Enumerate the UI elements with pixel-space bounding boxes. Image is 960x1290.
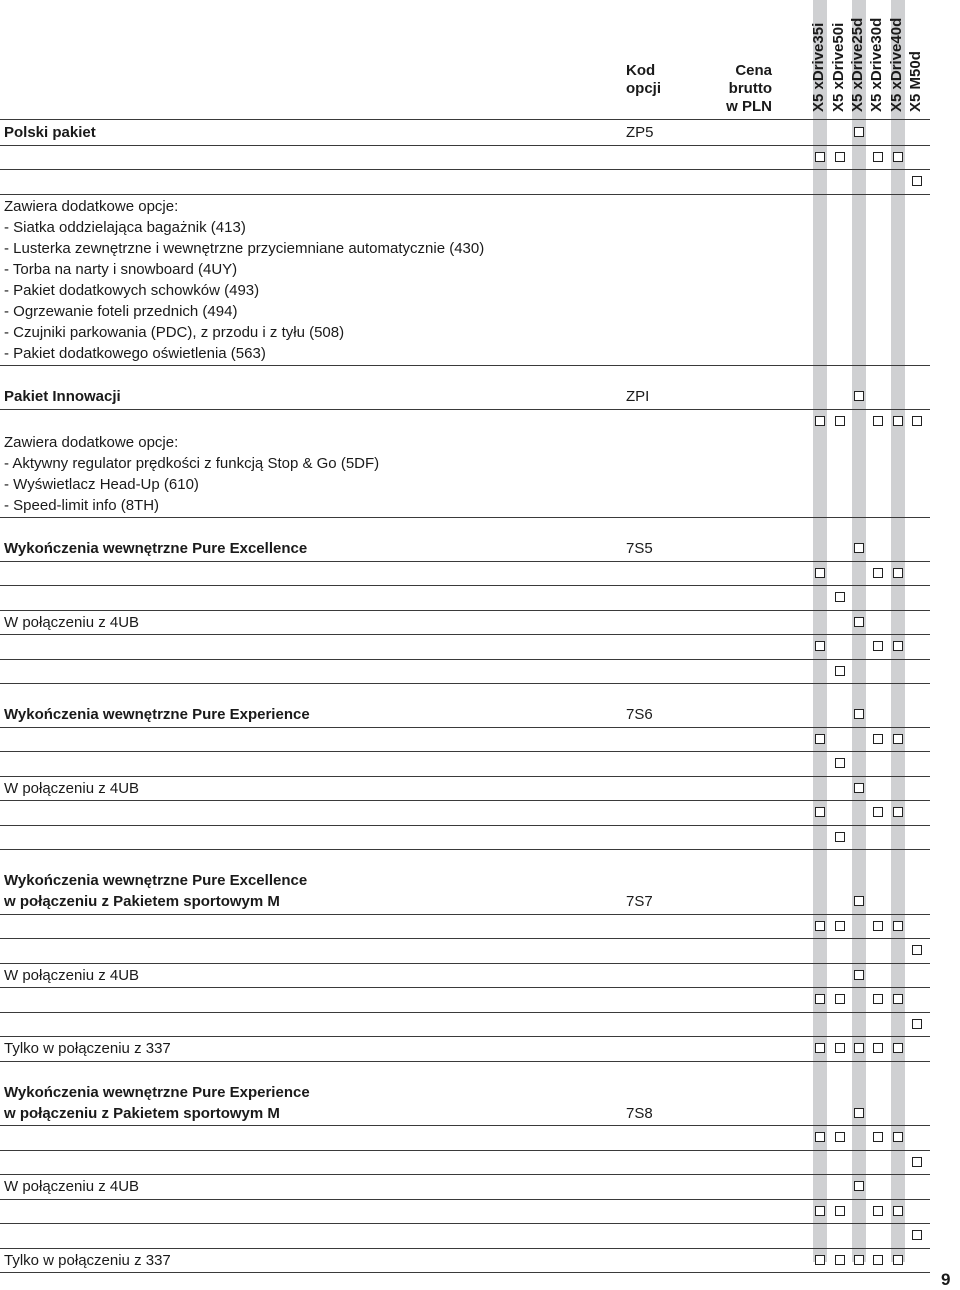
option-code: 7S6 bbox=[626, 706, 653, 723]
row-label: - Pakiet dodatkowego oświetlenia (563) bbox=[4, 344, 266, 362]
availability-box bbox=[912, 1019, 922, 1029]
row-label: Zawiera dodatkowe opcje: bbox=[4, 433, 179, 451]
availability-box bbox=[854, 709, 864, 719]
row-divider bbox=[0, 914, 930, 915]
availability-box bbox=[873, 416, 883, 426]
availability-box bbox=[873, 641, 883, 651]
availability-box bbox=[815, 1043, 825, 1053]
row-label: W połączeniu z 4UB bbox=[4, 1178, 140, 1195]
availability-box bbox=[854, 1108, 864, 1118]
availability-box bbox=[835, 1043, 845, 1053]
page-number: 9 bbox=[941, 1270, 951, 1289]
row-divider bbox=[0, 659, 930, 660]
price-header-line: w PLN bbox=[726, 98, 772, 115]
section-title: Wykończenia wewnętrzne Pure Excellence bbox=[4, 540, 308, 557]
availability-box bbox=[835, 921, 845, 931]
section-title: Wykończenia wewnętrzne Pure Experience bbox=[4, 706, 310, 723]
availability-box bbox=[835, 152, 845, 162]
availability-box bbox=[835, 592, 845, 602]
row-label: Tylko w połączeniu z 337 bbox=[4, 1251, 171, 1269]
code-header-line: opcji bbox=[626, 80, 662, 97]
section-title: w połączeniu z Pakietem sportowym M bbox=[4, 893, 280, 910]
section-title: Polski pakiet bbox=[4, 124, 96, 141]
availability-box bbox=[893, 568, 903, 578]
row-divider bbox=[0, 1248, 930, 1249]
availability-box bbox=[893, 1043, 903, 1053]
code-header-line: Kod bbox=[626, 62, 656, 79]
section-title: Wykończenia wewnętrzne Pure Excellence bbox=[4, 872, 308, 889]
price-header-line: brutto bbox=[728, 80, 772, 97]
row-divider bbox=[0, 963, 930, 964]
row-divider bbox=[0, 800, 930, 801]
row-divider bbox=[0, 987, 930, 988]
availability-box bbox=[854, 543, 864, 553]
row-divider bbox=[0, 825, 930, 826]
availability-box bbox=[835, 994, 845, 1004]
row-divider bbox=[0, 1012, 930, 1013]
availability-box bbox=[893, 1255, 903, 1265]
option-code: 7S5 bbox=[626, 540, 653, 557]
availability-box bbox=[893, 1132, 903, 1142]
availability-box bbox=[912, 416, 922, 426]
availability-box bbox=[835, 1206, 845, 1216]
row-divider bbox=[0, 561, 930, 562]
row-divider bbox=[0, 409, 930, 410]
row-label: - Lusterka zewnętrzne i wewnętrzne przyciemniane automatycznie (430) bbox=[4, 239, 485, 257]
availability-box bbox=[835, 416, 845, 426]
row-divider bbox=[0, 194, 930, 195]
row-divider bbox=[0, 849, 930, 850]
row-label: W połączeniu z 4UB bbox=[4, 966, 140, 984]
model-column-stripe bbox=[891, 0, 905, 1262]
availability-box bbox=[893, 416, 903, 426]
availability-box bbox=[912, 1230, 922, 1240]
row-label: - Speed-limit info (8TH) bbox=[4, 496, 160, 514]
availability-box bbox=[815, 152, 825, 162]
availability-box bbox=[893, 1206, 903, 1216]
row-label: Tylko w połączeniu z 337 bbox=[4, 1040, 171, 1057]
row-divider bbox=[0, 1199, 930, 1200]
row-divider bbox=[0, 1125, 930, 1126]
row-divider bbox=[0, 365, 930, 366]
row-divider bbox=[0, 1272, 930, 1273]
row-divider bbox=[0, 1223, 930, 1224]
availability-box bbox=[835, 758, 845, 768]
availability-box bbox=[815, 641, 825, 651]
availability-box bbox=[873, 921, 883, 931]
model-header: X5 M50d bbox=[907, 51, 924, 112]
availability-box bbox=[893, 734, 903, 744]
row-label: - Aktywny regulator prędkości z funkcją Stop & Go (5DF) bbox=[4, 454, 380, 472]
availability-box bbox=[873, 568, 883, 578]
section-title: Pakiet Innowacji bbox=[4, 388, 121, 405]
row-divider bbox=[0, 634, 930, 635]
availability-box bbox=[815, 1206, 825, 1216]
availability-box bbox=[815, 416, 825, 426]
availability-box bbox=[873, 1255, 883, 1265]
model-header: X5 xDrive40d bbox=[888, 17, 905, 112]
availability-box bbox=[873, 734, 883, 744]
availability-box bbox=[912, 176, 922, 186]
availability-box bbox=[873, 1132, 883, 1142]
availability-box bbox=[873, 1206, 883, 1216]
availability-box bbox=[854, 970, 864, 980]
row-label: - Czujniki parkowania (PDC), z przodu i z tyłu (508) bbox=[4, 323, 345, 341]
availability-box bbox=[815, 994, 825, 1004]
availability-box bbox=[893, 641, 903, 651]
availability-box bbox=[835, 666, 845, 676]
model-header: X5 xDrive50i bbox=[830, 22, 847, 112]
availability-box bbox=[815, 568, 825, 578]
availability-box bbox=[815, 807, 825, 817]
row-divider bbox=[0, 119, 930, 120]
row-divider bbox=[0, 683, 930, 684]
availability-box bbox=[873, 994, 883, 1004]
availability-box bbox=[912, 945, 922, 955]
availability-box bbox=[893, 807, 903, 817]
row-divider bbox=[0, 169, 930, 170]
availability-box bbox=[815, 921, 825, 931]
row-label: - Siatka oddzielająca bagażnik (413) bbox=[4, 218, 246, 236]
row-divider bbox=[0, 145, 930, 146]
row-label: - Wyświetlacz Head-Up (610) bbox=[4, 475, 199, 493]
row-divider bbox=[0, 585, 930, 586]
row-divider bbox=[0, 1036, 930, 1037]
availability-box bbox=[835, 832, 845, 842]
availability-box bbox=[854, 896, 864, 906]
row-label: - Ogrzewanie foteli przednich (494) bbox=[4, 302, 238, 320]
availability-box bbox=[912, 1157, 922, 1167]
model-header: X5 xDrive30d bbox=[868, 17, 885, 112]
row-divider bbox=[0, 517, 930, 518]
row-label: W połączeniu z 4UB bbox=[4, 779, 140, 797]
section-title: w połączeniu z Pakietem sportowym M bbox=[4, 1104, 280, 1122]
availability-box bbox=[854, 1181, 864, 1191]
code-column-header bbox=[626, 62, 661, 98]
availability-box bbox=[854, 783, 864, 793]
availability-box bbox=[873, 1043, 883, 1053]
availability-box bbox=[815, 1255, 825, 1265]
option-code: 7S8 bbox=[626, 1104, 653, 1122]
option-code: ZPI bbox=[626, 388, 650, 405]
row-label: - Torba na narty i snowboard (4UY) bbox=[4, 260, 238, 278]
row-label: W połączeniu z 4UB bbox=[4, 613, 140, 631]
availability-box bbox=[815, 734, 825, 744]
price-header-line: Cena bbox=[735, 62, 772, 79]
availability-box bbox=[854, 1255, 864, 1265]
row-label: Zawiera dodatkowe opcje: bbox=[4, 197, 179, 215]
row-divider bbox=[0, 1061, 930, 1062]
availability-box bbox=[873, 152, 883, 162]
model-column-stripe bbox=[813, 0, 827, 1262]
availability-box bbox=[873, 807, 883, 817]
section-title: Wykończenia wewnętrzne Pure Experience bbox=[4, 1083, 310, 1101]
availability-box bbox=[854, 1043, 864, 1053]
availability-box bbox=[893, 921, 903, 931]
row-divider bbox=[0, 1174, 930, 1175]
row-divider bbox=[0, 1150, 930, 1151]
availability-box bbox=[893, 152, 903, 162]
row-divider bbox=[0, 776, 930, 777]
availability-box bbox=[835, 1255, 845, 1265]
row-divider bbox=[0, 938, 930, 939]
availability-box bbox=[854, 617, 864, 627]
model-header: X5 xDrive35i bbox=[810, 22, 827, 112]
option-code: ZP5 bbox=[626, 124, 654, 141]
model-column-stripe bbox=[852, 0, 866, 1262]
row-divider bbox=[0, 727, 930, 728]
availability-box bbox=[815, 1132, 825, 1142]
availability-box bbox=[854, 127, 864, 137]
row-divider bbox=[0, 610, 930, 611]
row-label: - Pakiet dodatkowych schowków (493) bbox=[4, 281, 260, 299]
model-header: X5 xDrive25d bbox=[849, 17, 866, 112]
availability-box bbox=[835, 1132, 845, 1142]
availability-box bbox=[854, 391, 864, 401]
availability-box bbox=[893, 994, 903, 1004]
price-column-header bbox=[712, 62, 772, 116]
option-code: 7S7 bbox=[626, 893, 653, 910]
row-divider bbox=[0, 751, 930, 752]
